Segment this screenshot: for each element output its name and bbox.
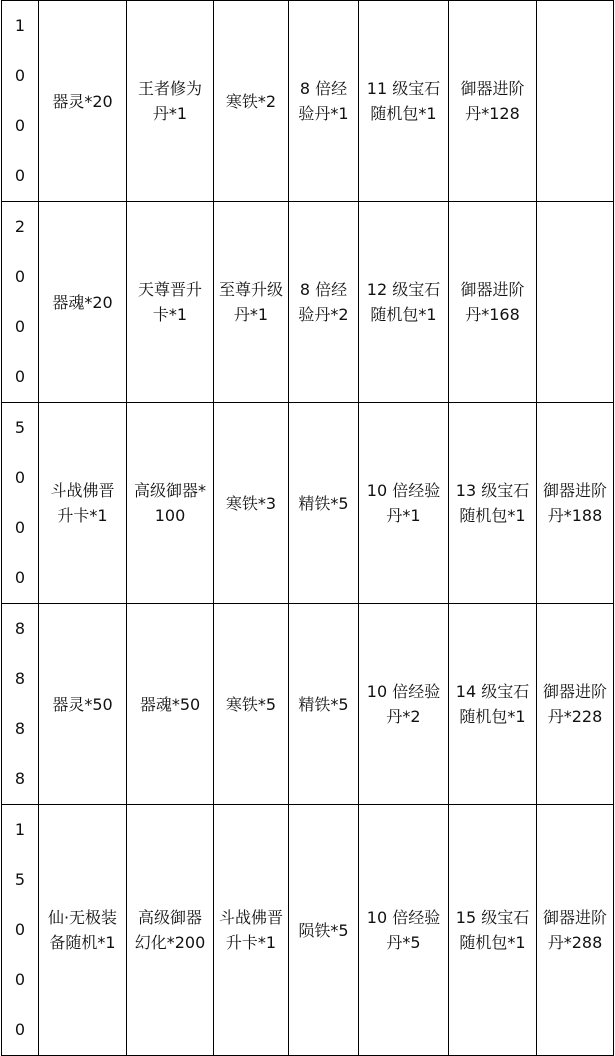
reward-text: 器魂*50 (139, 694, 201, 714)
reward-cell (449, 805, 537, 1056)
reward-cell (537, 805, 614, 1056)
reward-cell (127, 1, 214, 202)
reward-text: 御器进阶丹*168 (460, 280, 525, 324)
reward-text: 器魂*20 (52, 292, 113, 312)
reward-cell (359, 805, 449, 1056)
tier-value: 2000 (14, 217, 26, 386)
reward-text: 寒铁*5 (225, 694, 277, 714)
reward-cell (127, 604, 214, 805)
reward-text: 10 倍经验丹*5 (366, 908, 441, 952)
reward-cell (127, 202, 214, 403)
reward-cell (127, 403, 214, 604)
reward-cell (39, 202, 127, 403)
tier-value: 1000 (14, 16, 26, 185)
reward-text: 高级御器*100 (133, 481, 206, 525)
reward-cell (289, 202, 359, 403)
tier-cell (2, 202, 39, 403)
reward-cell (39, 604, 127, 805)
reward-cell (289, 1, 359, 202)
tier-cell (2, 805, 39, 1056)
reward-cell (449, 202, 537, 403)
table-row (2, 1, 614, 202)
reward-text: 陨铁*5 (298, 920, 349, 940)
reward-cell (214, 202, 289, 403)
reward-text: 8 倍经验丹*2 (298, 280, 349, 324)
reward-cell (289, 403, 359, 604)
table-row (2, 604, 614, 805)
table-row (2, 403, 614, 604)
reward-cell (39, 403, 127, 604)
reward-text: 精铁*5 (298, 493, 349, 513)
reward-text: 精铁*5 (298, 694, 349, 714)
reward-text: 器灵*20 (52, 91, 113, 111)
reward-cell (359, 202, 449, 403)
reward-cell (214, 1, 289, 202)
reward-cell (214, 805, 289, 1056)
reward-cell (214, 403, 289, 604)
table-row (2, 202, 614, 403)
reward-text: 王者修为丹*1 (137, 79, 202, 123)
reward-cell (449, 1, 537, 202)
reward-text: 11 级宝石随机包*1 (366, 79, 441, 123)
tier-value: 8888 (14, 619, 26, 788)
reward-text: 高级御器幻化*200 (134, 908, 206, 952)
reward-cell (289, 805, 359, 1056)
reward-text: 至尊升级丹*1 (218, 280, 283, 324)
reward-cell (359, 1, 449, 202)
reward-cell (127, 805, 214, 1056)
reward-text: 斗战佛晋升卡*1 (50, 481, 115, 525)
reward-text: 15 级宝石随机包*1 (455, 908, 530, 952)
tier-cell (2, 403, 39, 604)
tier-value: 5000 (14, 418, 26, 587)
reward-text: 御器进阶丹*288 (542, 908, 607, 952)
reward-text: 寒铁*3 (225, 493, 277, 513)
reward-cell (537, 1, 614, 202)
reward-cell (449, 604, 537, 805)
reward-text: 8 倍经验丹*1 (298, 79, 349, 123)
reward-cell (359, 403, 449, 604)
reward-text: 御器进阶丹*228 (542, 682, 607, 726)
reward-cell (537, 604, 614, 805)
tier-value: 15000 (14, 820, 26, 1039)
reward-text: 14 级宝石随机包*1 (455, 682, 530, 726)
reward-cell (39, 1, 127, 202)
table-row (2, 805, 614, 1056)
reward-cell (449, 403, 537, 604)
reward-text: 御器进阶丹*128 (460, 79, 525, 123)
reward-cell (537, 202, 614, 403)
reward-cell (289, 604, 359, 805)
tier-cell (2, 604, 39, 805)
reward-text: 斗战佛晋升卡*1 (218, 908, 283, 952)
reward-cell (537, 403, 614, 604)
reward-text: 12 级宝石随机包*1 (366, 280, 441, 324)
reward-text: 10 倍经验丹*1 (366, 481, 441, 525)
reward-text: 器灵*50 (52, 694, 113, 714)
reward-text: 天尊晋升卡*1 (137, 280, 202, 324)
reward-text: 仙·无极装备随机*1 (47, 908, 118, 952)
reward-cell (39, 805, 127, 1056)
tier-cell (2, 1, 39, 202)
reward-cell (214, 604, 289, 805)
reward-text: 御器进阶丹*188 (542, 481, 607, 525)
reward-cell (359, 604, 449, 805)
reward-text: 13 级宝石随机包*1 (455, 481, 530, 525)
reward-text: 寒铁*2 (225, 91, 277, 111)
rewards-table (1, 0, 614, 1056)
reward-text: 10 倍经验丹*2 (366, 682, 441, 726)
